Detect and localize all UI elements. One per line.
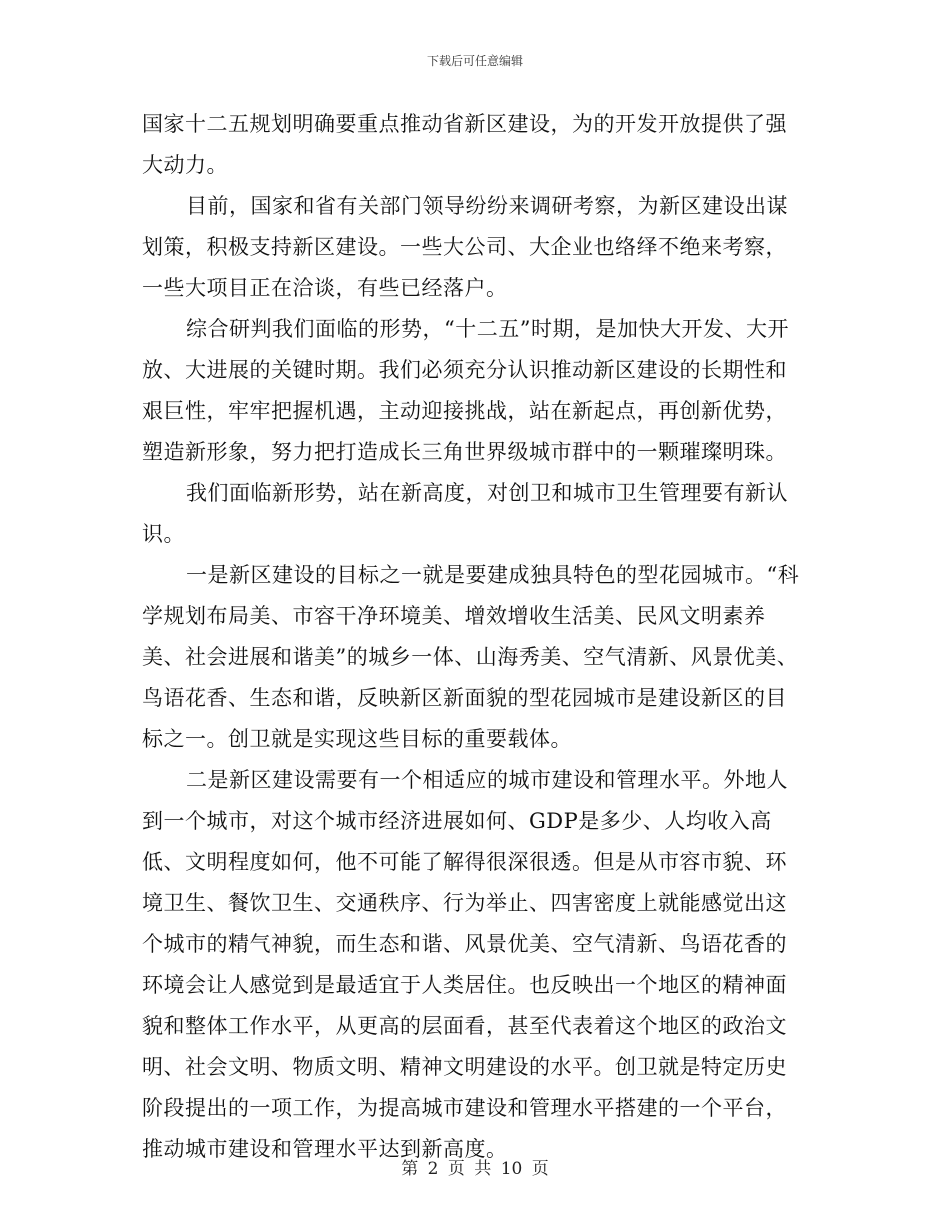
paragraph-4: 我们面临新形势，站在新高度，对创卫和城市卫生管理要有新认识。 bbox=[142, 481, 788, 546]
paragraph-2: 目前，国家和省有关部门领导纷纷来调研考察，为新区建设出谋划策，积极支持新区建设。一些大公司、大企业也络绎不绝来考察，一些大项目正在洽谈，有些已经落户。 bbox=[142, 194, 788, 300]
paragraph-1: 国家十二五规划明确要重点推动省新区建设，为的开发开放提供了强大动力。 bbox=[142, 112, 787, 177]
document-body bbox=[142, 104, 802, 1170]
paragraph-3: 综合研判我们面临的形势，“十二五”时期，是加快大开发、大开放、大进展的关键时期。我们必须充分认识推动新区建设的长期性和艰巨性，牢牢把握机遇，主动迎接挑战，站在新起点，再创新优势，塑造新形象，努力把打造成长三角世界级城市群中的一颗璀璨明珠。 bbox=[142, 317, 789, 464]
paragraph-5: 一是新区建设的目标之一就是要建成独具特色的型花园城市。“科学规划布局美、市容干净环境美、增效增收生活美、民风文明素养美、社会进展和谐美”的城乡一体、山海秀美、空气清新、风景优美、鸟语花香、生态和谐，反映新区新面貌的型花园城市是建设新区的目标之一。创卫就是实现这些目标的重要载体。 bbox=[142, 563, 800, 751]
paragraph-6: 二是新区建设需要有一个相适应的城市建设和管理水平。外地人到一个城市，对这个城市经济进展如何、GDP是多少、人均收入高低、文明程度如何，他不可能了解得很深很透。但是从市容市貌、环境卫生、餐饮卫生、交通秩序、行为举止、四害密度上就能感觉出这个城市的精气神貌，而生态和谐、风景优美、空气清新、鸟语花香的环境会让人感觉到是最适宜于人类居住。也反映出一个地区的精神面貌和整体工作水平，从更高的层面看，甚至代表着这个地区的政治文明、社会文明、物质文明、精神文明建设的水平。创卫就是特定历史阶段提出的一项工作，为提高城市建设和管理水平搭建的一个平台，推动城市建设和管理水平达到新高度。 bbox=[142, 768, 788, 1161]
page-footer: 第 2 页 共 10 页 bbox=[401, 1159, 549, 1179]
page-header: 下载后可任意编辑 bbox=[426, 54, 523, 68]
